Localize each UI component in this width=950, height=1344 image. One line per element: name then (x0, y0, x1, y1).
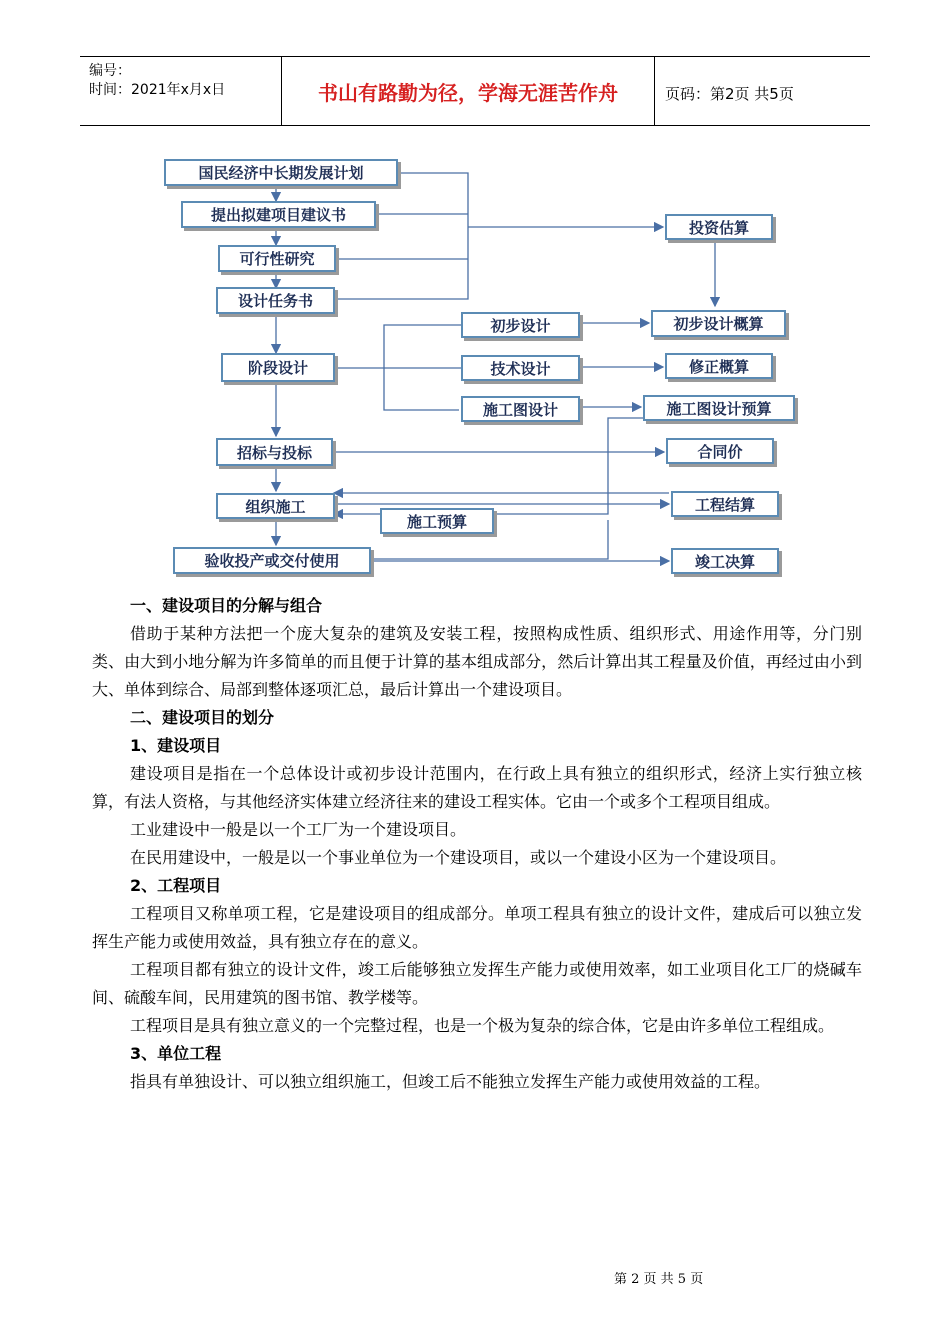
box-preliminary-design (461, 312, 580, 338)
time-label: 时间：2021年x月x日 (89, 82, 226, 98)
box-preliminary-budget (651, 310, 786, 337)
section-2-1-para-1: 建设项目是指在一个总体设计或初步设计范围内，在行政上具有独立的组织形式，经济上实行独立核算，有法人资格，与其他经济实体建立经济往来的建设工程实体。它由一个或多个工程项目组成。 (92, 764, 862, 811)
box-label: 初步设计 (490, 316, 551, 335)
box-label: 提出拟建项目建议书 (210, 206, 346, 224)
section-2-1-para-2: 工业建设中一般是以一个工厂为一个建设项目。 (130, 820, 467, 839)
box-label: 修正概算 (688, 357, 749, 376)
section-2-2-para-1: 工程项目又称单项工程，它是建设项目的组成部分。单项工程具有独立的设计文件，建成后可以独立发挥生产能力或使用效益，具有独立存在的意义。 (92, 904, 862, 951)
box-project-proposal (181, 201, 376, 228)
box-contract-price (666, 438, 774, 464)
box-construction (216, 493, 335, 519)
flowchart (0, 0, 950, 600)
page-code: 页码：第2页 共5页 (665, 85, 794, 103)
section-2-1-para-3: 在民用建设中，一般是以一个事业单位为一个建设项目，或以一个建设小区为一个建设项目。 (130, 848, 787, 867)
box-label: 施工预算 (406, 512, 467, 531)
box-construction-drawing (461, 396, 580, 422)
document-body (92, 592, 862, 1096)
box-construction-budget (380, 508, 494, 534)
section-1-title: 一、建设项目的分解与组合 (130, 596, 323, 615)
section-2-3-para-1: 指具有单独设计、可以独立组织施工，但竣工后不能独立发挥生产能力或使用效益的工程。 (130, 1072, 771, 1091)
box-label: 验收投产或交付使用 (204, 552, 340, 570)
section-2-2-title: 2、工程项目 (130, 876, 222, 895)
box-label: 初步设计概算 (673, 315, 764, 333)
section-2-3-title: 3、单位工程 (130, 1044, 222, 1063)
box-settlement (671, 491, 779, 517)
box-technical-design (461, 355, 580, 381)
box-label: 技术设计 (490, 359, 551, 378)
section-2-2-para-2: 工程项目都有独立的设计文件，竣工后能够独立发挥生产能力或使用效率，如工业项目化工厂的烧碱车间、硫酸车间，民用建筑的图书馆、教学楼等。 (92, 960, 862, 1007)
section-2-1-title: 1、建设项目 (130, 736, 222, 755)
box-label: 可行性研究 (239, 250, 315, 268)
box-final-accounts (671, 548, 779, 574)
box-bidding (216, 438, 333, 466)
box-label: 国民经济中长期发展计划 (198, 164, 364, 182)
box-label: 施工图设计 (482, 400, 558, 419)
bracket-early-stages (335, 173, 468, 299)
section-2-title: 二、建设项目的划分 (130, 708, 275, 727)
number-label: 编号： (89, 63, 131, 79)
section-1-para: 借助于某种方法把一个庞大复杂的建筑及安装工程，按照构成性质、组织形式、用途作用等，分门别类、由大到小地分解为许多简单的而且便于计算的基本组成部分，然后计算出其工程量及价值，再经过由小到大、单体到综合、局部到整体逐项汇总，最后计算出一个建设项目。 (92, 624, 862, 699)
box-investment-estimate (665, 214, 773, 240)
box-label: 工程结算 (694, 495, 755, 514)
box-label: 招标与投标 (236, 443, 312, 462)
box-acceptance (173, 547, 371, 574)
box-drawing-budget (643, 395, 795, 421)
box-label: 施工图设计预算 (666, 399, 772, 418)
box-design-task (216, 287, 335, 314)
section-2-2-para-3: 工程项目是具有独立意义的一个完整过程，也是一个极为复杂的综合体，它是由许多单位工程组成。 (130, 1016, 835, 1035)
box-label: 投资估算 (688, 218, 749, 237)
box-stage-design (221, 353, 335, 382)
box-label: 阶段设计 (247, 359, 308, 377)
box-national-plan (164, 159, 398, 186)
page-footer: 第 2 页 共 5 页 (614, 1272, 704, 1287)
box-label: 设计任务书 (237, 292, 313, 310)
box-label: 组织施工 (245, 497, 306, 516)
box-feasibility (218, 245, 336, 272)
box-label: 合同价 (697, 442, 743, 461)
motto: 书山有路勤为径，学海无涯苦作舟 (282, 57, 655, 125)
box-label: 竣工决算 (694, 552, 755, 571)
box-revised-budget (665, 353, 773, 379)
